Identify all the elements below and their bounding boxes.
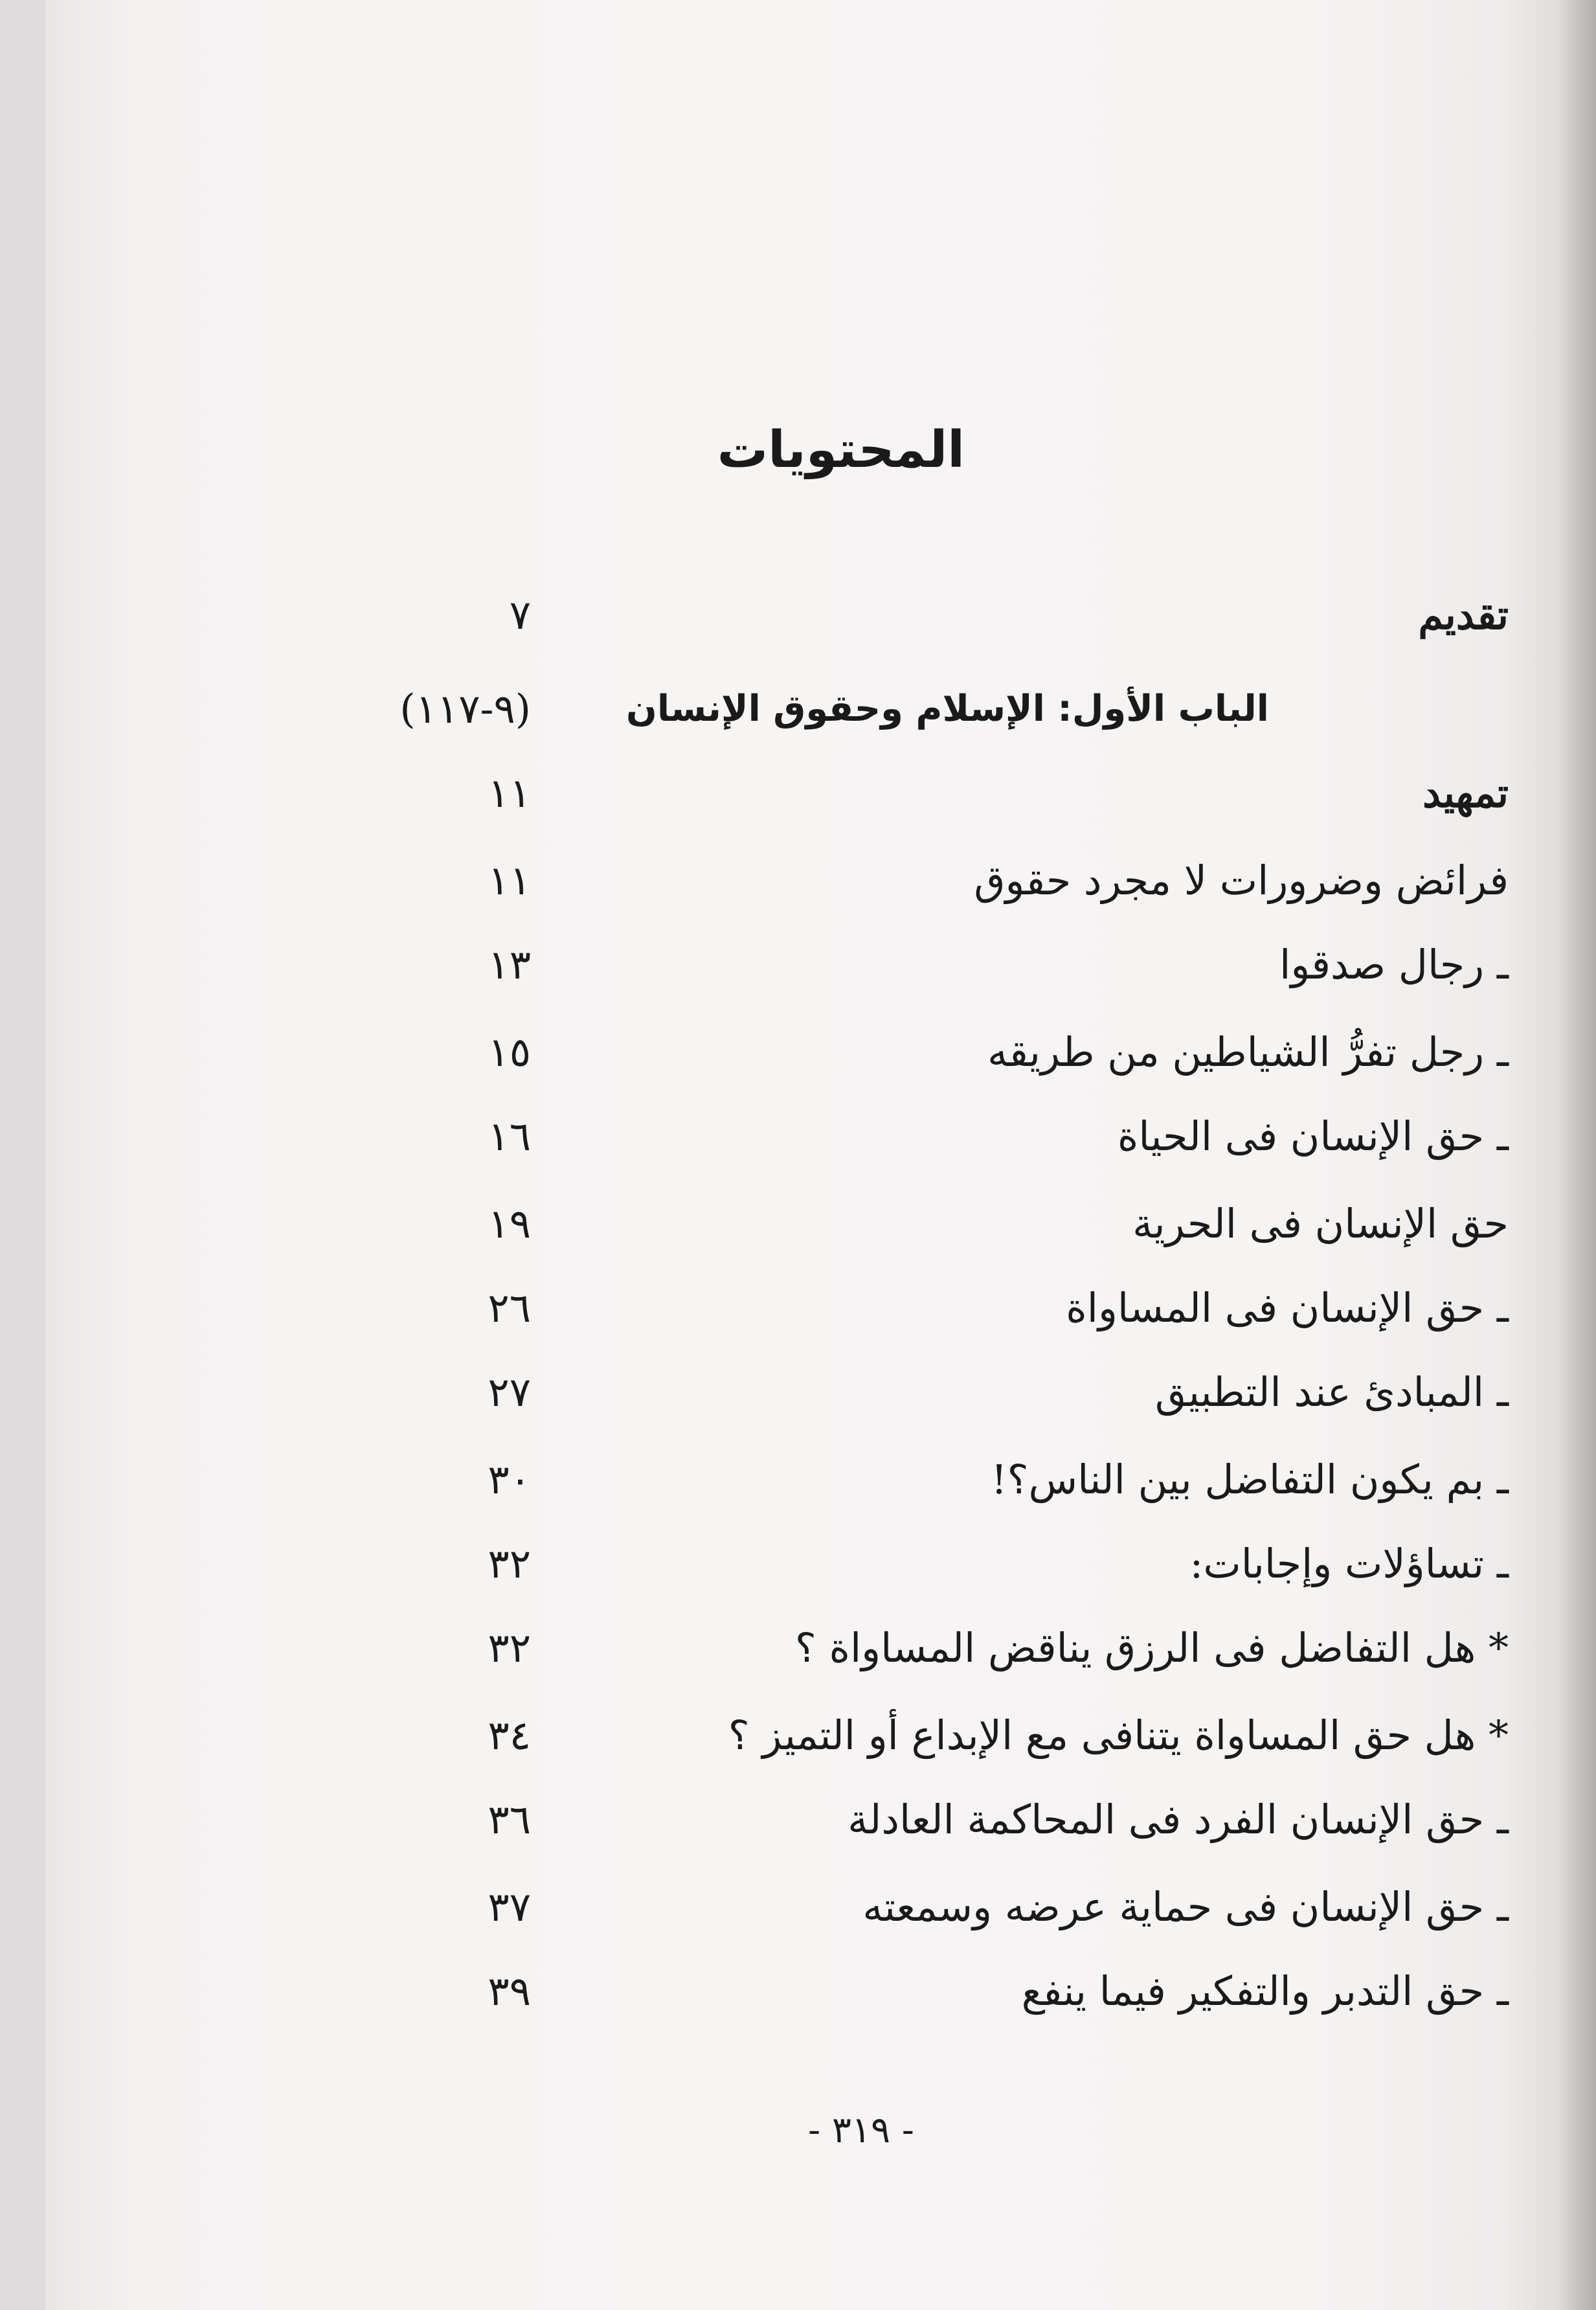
toc-part-heading [0,674,1596,745]
toc-entry [0,758,1596,829]
toc-entry [0,1700,1596,1771]
toc-entry-page: ١٩ [488,1200,531,1247]
toc-entry-label: ـ حق الإنسان فى حماية عرضه وسمعته [862,1883,1509,1931]
toc-entry [0,1528,1596,1600]
page-number: - ٣١٩ - [808,2109,914,2151]
toc-part-page-range: (٩-١١٧) [399,685,531,732]
toc-entry-label: ـ حق الإنسان فى الحياة [1117,1113,1509,1160]
toc-entry [0,1956,1596,2027]
toc-entry-label: ـ رجال صدقوا [1279,941,1509,988]
toc-entry-label: ـ رجل تفرُّ الشياطين من طريقه [987,1028,1509,1076]
toc-entry [0,1017,1596,1088]
toc-entry [0,1784,1596,1855]
toc-entry-label: فرائض وضرورات لا مجرد حقوق [974,857,1509,904]
page-title: المحتويات [717,421,965,479]
toc-entry-page: ٣٤ [488,1712,531,1759]
toc-entry-page: ٣٢ [488,1540,531,1587]
toc-entry-page: ١٣ [488,941,531,988]
toc-entry-label: تقديم [1418,591,1509,639]
toc-entry [0,1101,1596,1172]
toc-entry-label: ـ المبادئ عند التطبيق [1154,1368,1509,1416]
toc-entry-label: ـ حق الإنسان فى المساواة [1066,1284,1509,1331]
toc-entry-label: ـ حق الإنسان الفرد فى المحاكمة العادلة [848,1796,1509,1843]
toc-entry [0,1273,1596,1344]
toc-entry [0,1188,1596,1260]
toc-entry-page: ٣٠ [488,1456,531,1503]
toc-entry [0,929,1596,1001]
toc-entry-label: ـ بم يكون التفاضل بين الناس؟! [991,1456,1509,1503]
toc-entry-page: ٣٩ [488,1967,531,2015]
toc-entry [0,1613,1596,1684]
toc-entry-label: حق الإنسان فى الحرية [1132,1200,1509,1247]
toc-entry-page: ٣٧ [488,1883,531,1931]
toc-entry [0,580,1596,651]
toc-entry-page: ١٥ [488,1028,531,1076]
toc-entry-page: ٧ [509,591,531,639]
toc-entry-page: ١١ [488,857,531,904]
toc-entry-label: ـ حق التدبر والتفكير فيما ينفع [1021,1967,1509,2015]
toc-entry-label: ـ تساؤلات وإجابات: [1189,1540,1509,1587]
toc-entry-page: ١١ [488,769,531,817]
toc-entry-page: ٣٦ [488,1796,531,1843]
toc-entry-page: ٢٧ [488,1368,531,1416]
toc-entry [0,845,1596,916]
toc-entry-page: ٣٢ [488,1624,531,1671]
toc-entry-label: تمهيد [1422,769,1509,817]
toc-entry [0,1357,1596,1428]
toc-entry [0,1872,1596,1943]
toc-entry-label: * هل حق المساواة يتنافى مع الإبداع أو التميز ؟ [728,1712,1509,1759]
toc-entry-page: ٢٦ [488,1284,531,1331]
toc-entry-label: * هل التفاضل فى الرزق يناقض المساواة ؟ [794,1624,1509,1671]
toc-entry [0,1444,1596,1515]
toc-part-label: الباب الأول: الإسلام وحقوق الإنسان [626,688,1269,730]
toc-entry-page: ١٦ [488,1113,531,1160]
